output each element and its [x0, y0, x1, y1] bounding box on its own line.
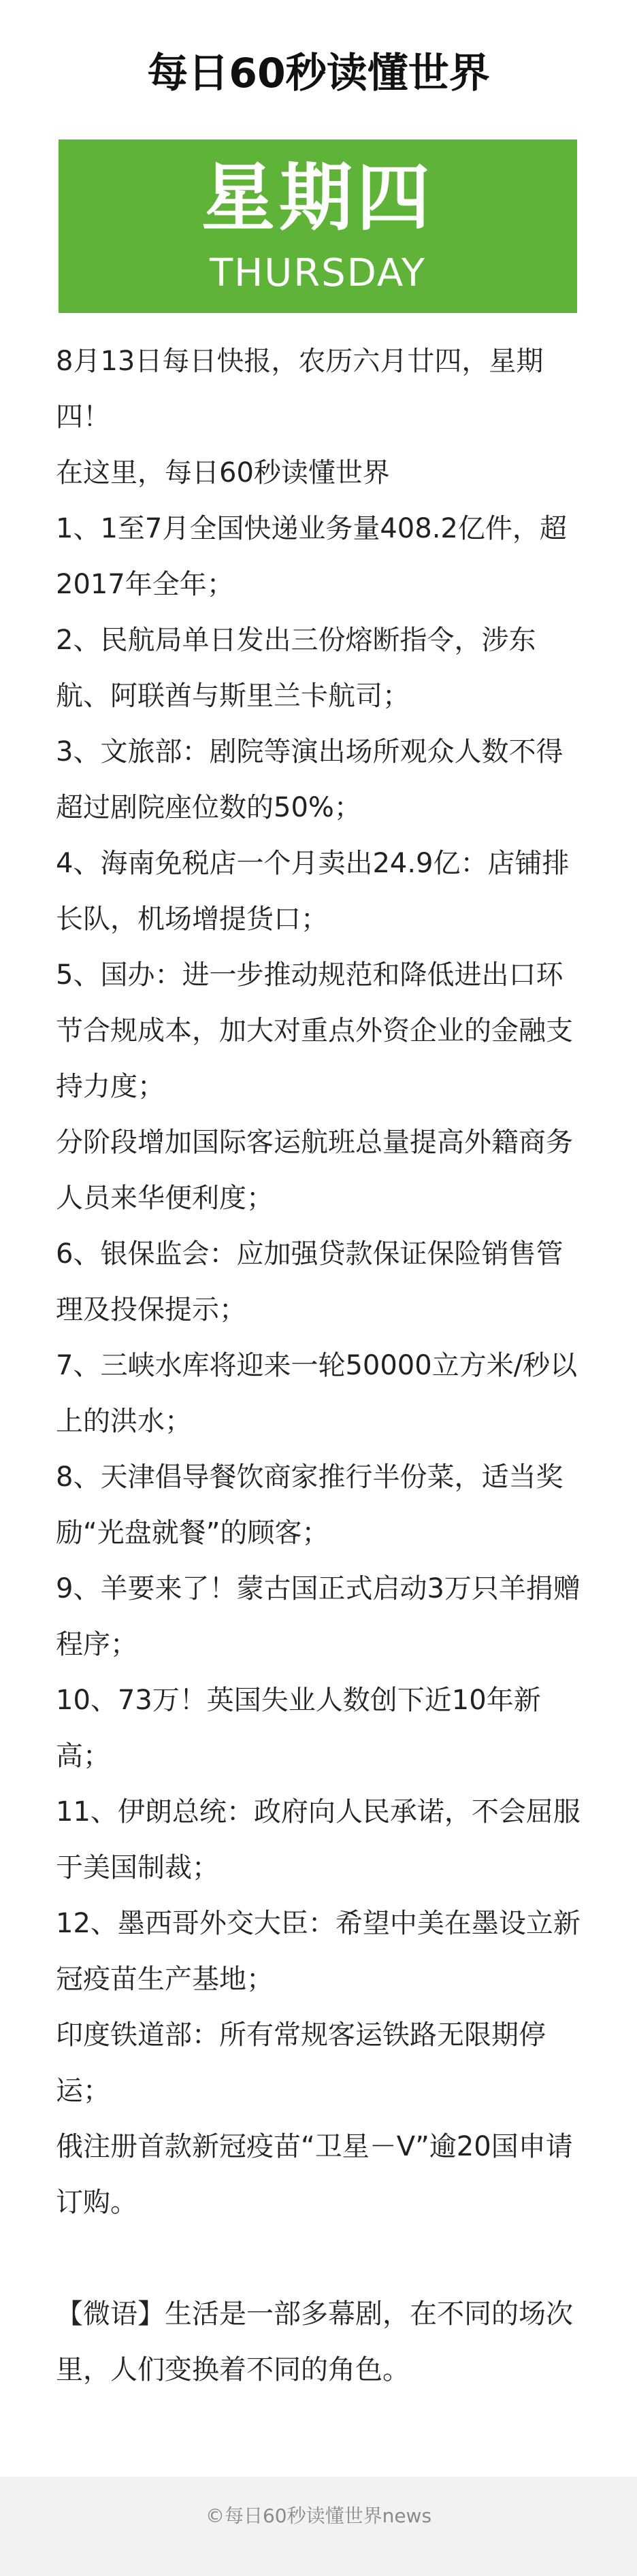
news-paragraph: 8月13日每日快报，农历六月廿四，星期四！	[56, 346, 544, 433]
news-paragraph: 6、银保监会：应加强贷款保证保险销售管理及投保提示；	[56, 1238, 564, 1325]
news-paragraph: 10、73万！英国失业人数创下近10年新高；	[56, 1685, 541, 1772]
daily-quote: 【微语】生活是一部多幕剧，在不同的场次里，人们变换着不同的角色。	[56, 2298, 573, 2385]
weekday-en-label: THURSDAY	[209, 251, 427, 295]
news-paragraph: 11、伊朗总统：政府向人民承诺，不会屈服于美国制裁；	[56, 1796, 581, 1883]
paragraph-spacer	[56, 2230, 584, 2286]
news-paragraph: 5、国办：进一步推动规范和降低进出口环节合规成本，加大对重点外资企业的金融支持力度；	[56, 959, 573, 1102]
news-paragraph: 2、民航局单日发出三份熔断指令，涉东航、阿联酋与斯里兰卡航司；	[56, 625, 536, 712]
page-title: 每日60秒读懂世界	[147, 50, 490, 97]
weekday-cn-label: 星期四	[201, 156, 434, 241]
news-paragraph: 8、天津倡导餐饮商家推行半份菜，适当奖励“光盘就餐”的顾客；	[56, 1462, 564, 1549]
news-paragraph: 12、墨西哥外交大臣：希望中美在墨设立新冠疫苗生产基地；	[56, 1908, 581, 1995]
article-body	[56, 333, 584, 2398]
copyright-text: ©每日60秒读懂世界news	[205, 2505, 432, 2527]
news-paragraph: 印度铁道部：所有常规客运铁路无限期停运；	[56, 2019, 546, 2107]
footer-bar	[0, 2477, 637, 2576]
news-paragraph: 4、海南免税店一个月卖出24.9亿：店铺排长队，机场增提货口；	[56, 848, 570, 935]
news-paragraph: 1、1至7月全国快递业务量408.2亿件，超2017年全年；	[56, 513, 567, 600]
news-paragraph: 俄注册首款新冠疫苗“卫星－Ⅴ”逾20国申请订购。	[56, 2131, 573, 2218]
weekday-banner	[59, 139, 577, 313]
news-paragraph: 9、羊要来了！蒙古国正式启动3万只羊捐赠程序；	[56, 1573, 581, 1660]
news-paragraph: 分阶段增加国际客运航班总量提高外籍商务人员来华便利度；	[56, 1127, 573, 1214]
news-paragraph: 3、文旅部：剧院等演出场所观众人数不得超过剧院座位数的50%；	[56, 736, 564, 823]
news-paragraph: 在这里，每日60秒读懂世界	[56, 457, 390, 489]
news-paragraph: 7、三峡水库将迎来一轮50000立方米/秒以上的洪水；	[56, 1350, 578, 1437]
